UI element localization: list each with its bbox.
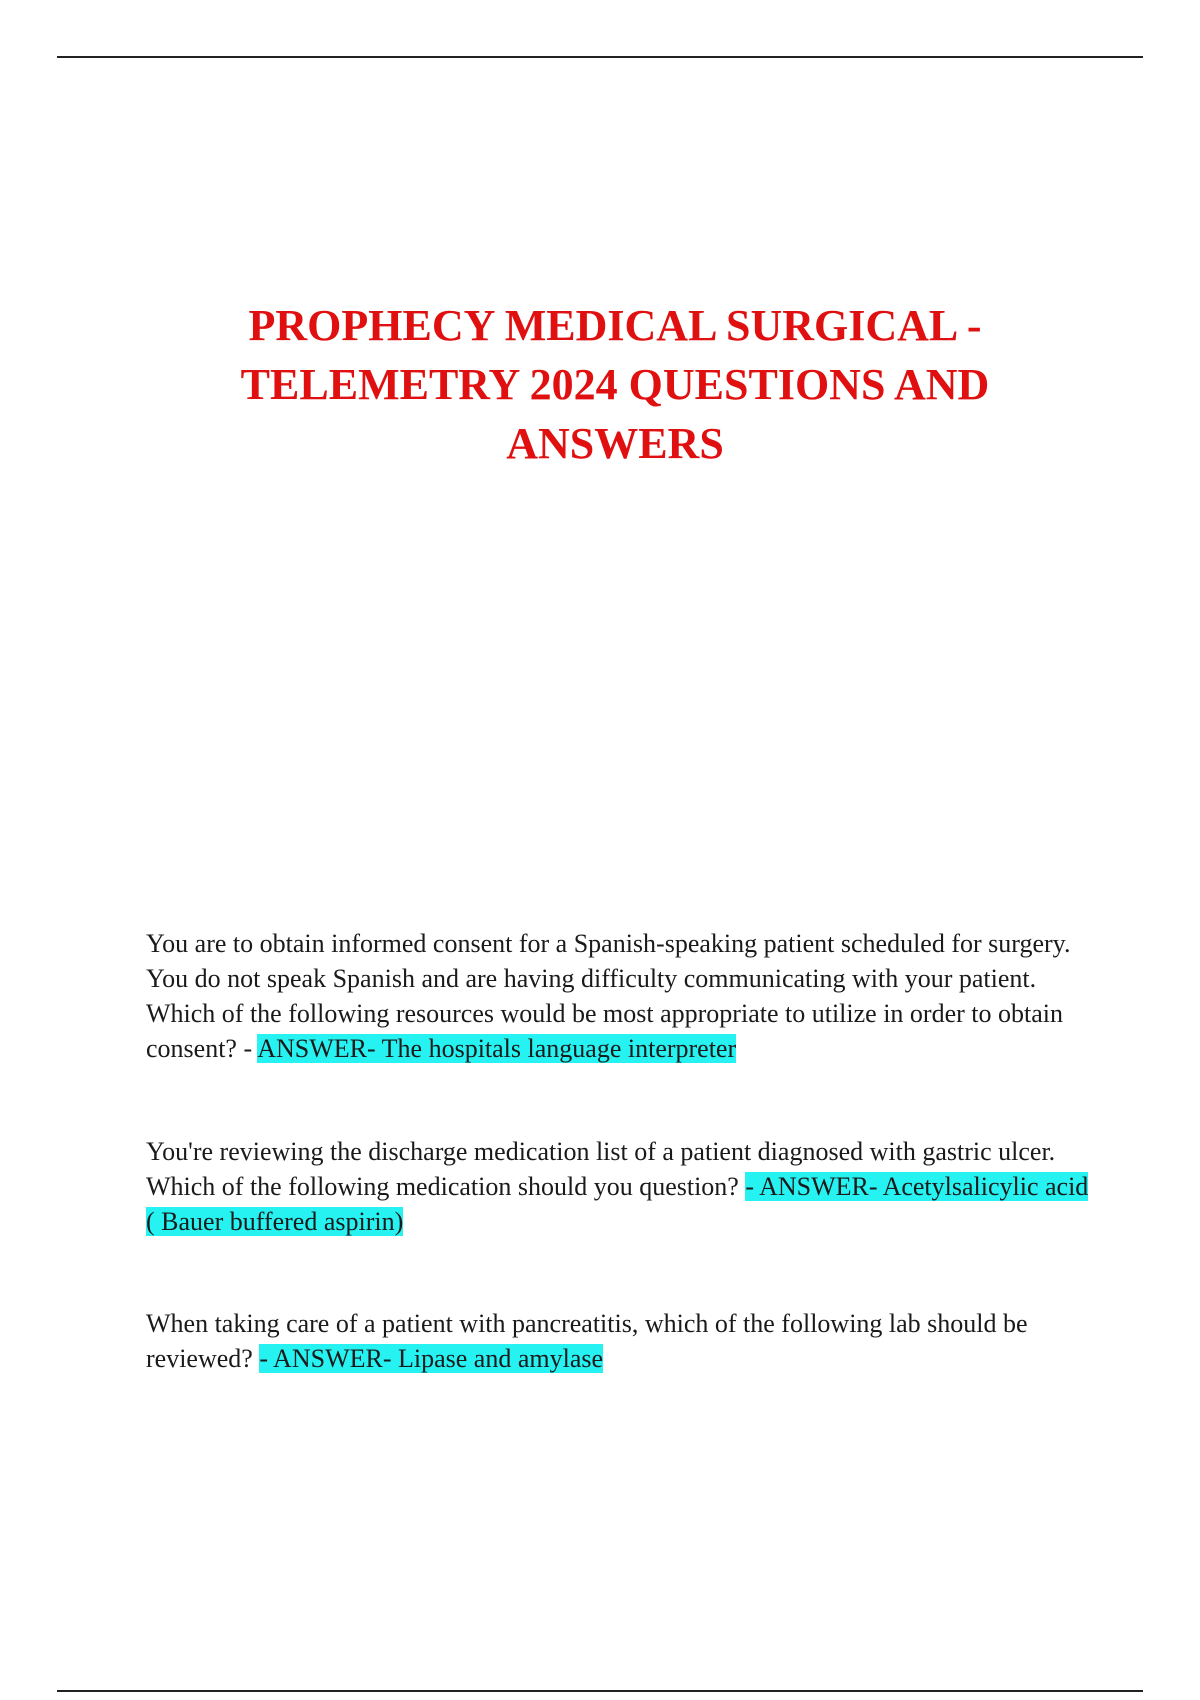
- qa-item-3: [146, 1306, 1096, 1376]
- document-title: PROPHECY MEDICAL SURGICAL - TELEMETRY 2024 QUESTIONS AND ANSWERS: [240, 301, 990, 468]
- qa-item-1: [146, 926, 1096, 1066]
- question-text: You're reviewing the discharge medication list of a patient diagnosed with gastric ulcer. Which of the following medication should you question?: [146, 1137, 1056, 1201]
- top-rule: [57, 56, 1143, 58]
- answer-highlight: ANSWER- The hospitals language interpreter: [257, 1034, 737, 1063]
- answer-highlight: - ANSWER- Lipase and amylase: [259, 1344, 604, 1373]
- question-text: You are to obtain informed consent for a Spanish-speaking patient scheduled for surgery. You do not speak Spanish and are having difficulty communicating with your patient. Which of the following resources would be most appropriate to utilize in order to obtain consent? -: [146, 929, 1071, 1063]
- qa-item-2: [146, 1134, 1096, 1239]
- answer-highlight: - ANSWER- Acetylsalicylic acid ( Bauer buffered aspirin): [146, 1172, 1089, 1236]
- bottom-rule: [57, 1690, 1143, 1692]
- question-text: When taking care of a patient with pancreatitis, which of the following lab should be reviewed?: [146, 1309, 1028, 1373]
